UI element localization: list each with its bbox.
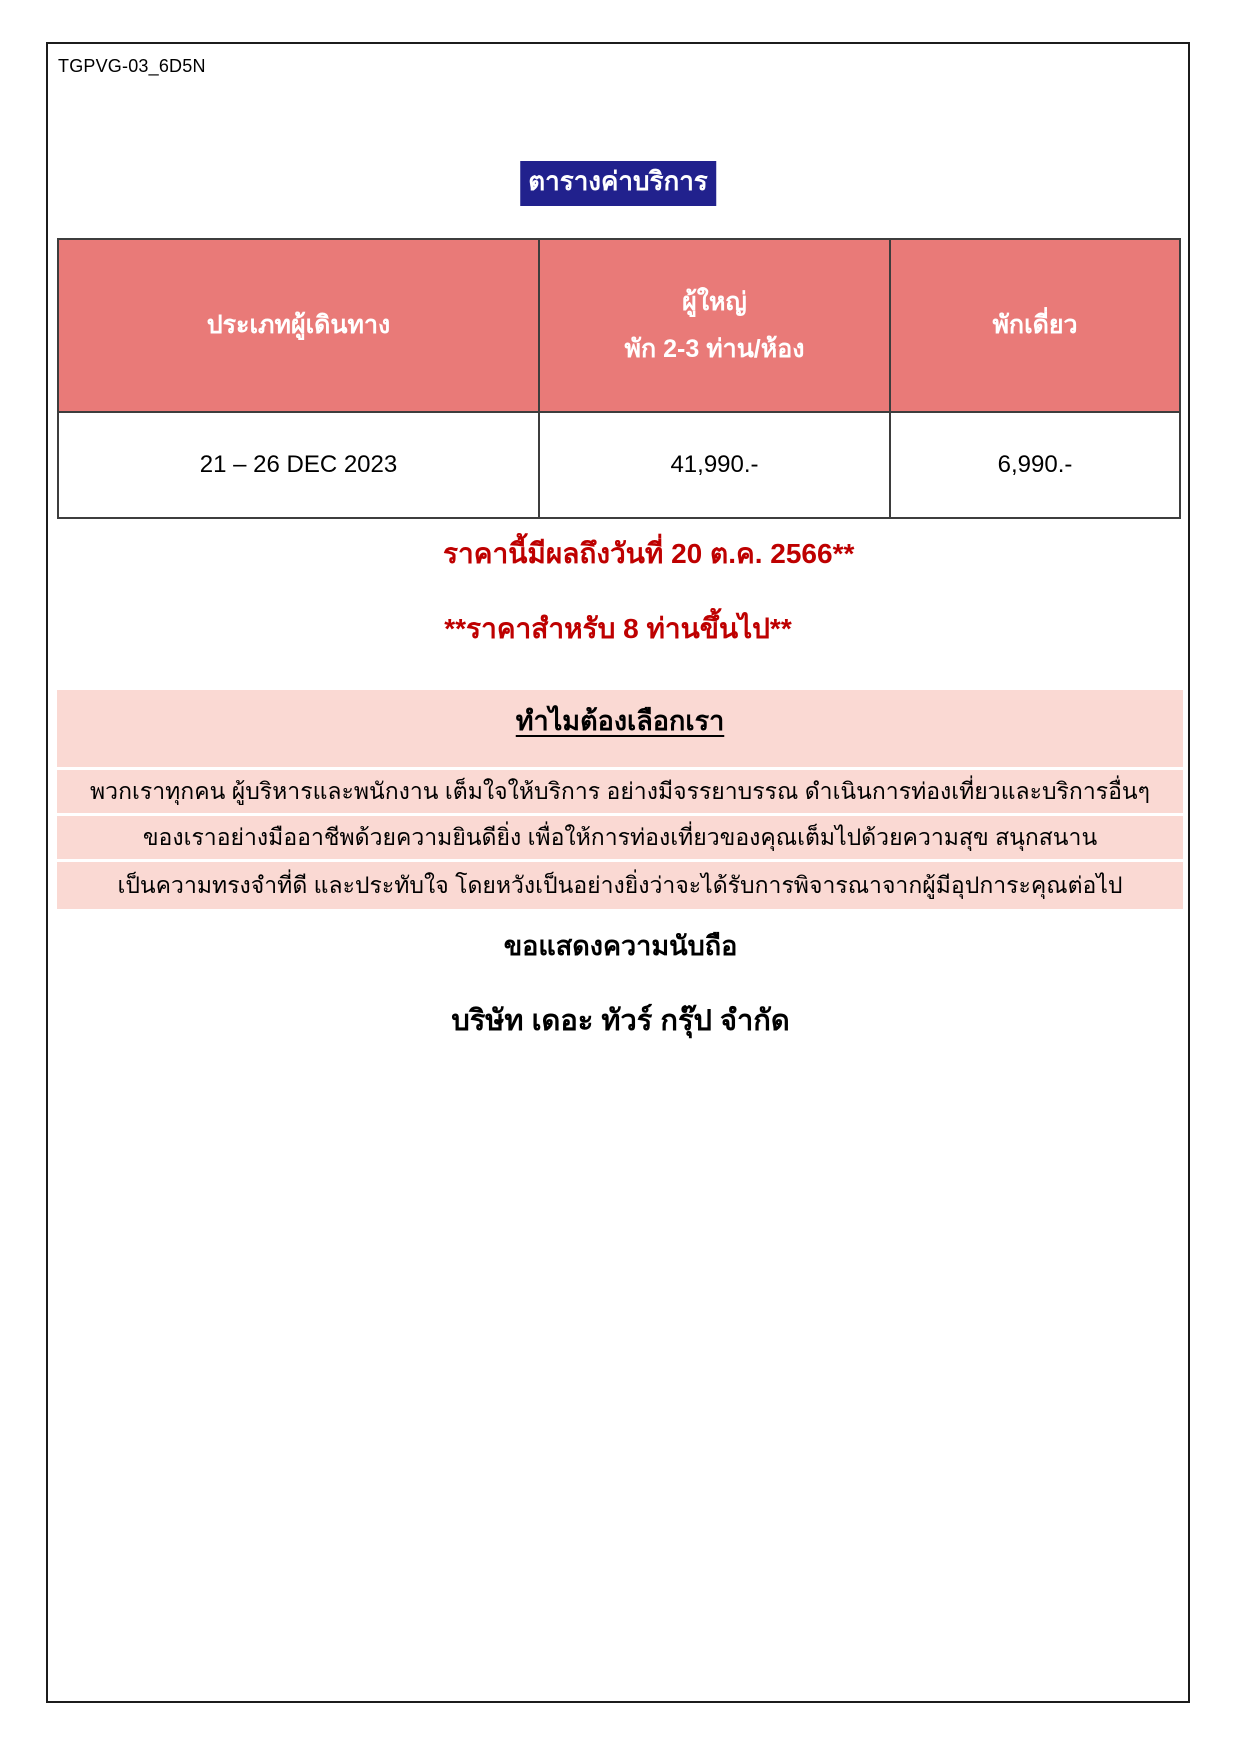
cell-adult-price: 41,990.-	[539, 412, 890, 518]
header-traveler-type: ประเภทผู้เดินทาง	[58, 239, 539, 412]
why-choose-us-line-2: ของเราอย่างมืออาชีพด้วยความยินดียิ่ง เพื่อให้การท่องเที่ยวของคุณเต็มไปด้วยความสุข สนุกสนาน	[57, 816, 1183, 859]
price-table-header-row	[58, 239, 1180, 412]
why-choose-us-line-3: เป็นความทรงจำที่ดี และประทับใจ โดยหวังเป็นอย่างยิ่งว่าจะได้รับการพิจารณาจากผู้มีอุปการะคุณต่อไป	[57, 862, 1183, 909]
price-table-row	[58, 412, 1180, 518]
closing-regards: ขอแสดงความนับถือ	[503, 931, 738, 961]
price-table	[57, 238, 1181, 519]
header-adult-line1: ผู้ใหญ่	[682, 288, 747, 317]
why-choose-us-section	[57, 690, 1183, 909]
cell-period: 21 – 26 DEC 2023	[58, 412, 539, 518]
header-single: พักเดี่ยว	[890, 239, 1180, 412]
document-code: TGPVG-03_6D5N	[58, 56, 206, 76]
company-name: บริษัท เดอะ ทัวร์ กรุ๊ป จำกัด	[451, 1005, 790, 1037]
header-adult-line2: พัก 2-3 ท่าน/ห้อง	[624, 334, 805, 363]
header-adult	[539, 239, 890, 412]
minimum-group-note: **ราคาสำหรับ 8 ท่านขึ้นไป**	[444, 613, 792, 644]
cell-single-price: 6,990.-	[890, 412, 1180, 518]
why-choose-us-title: ทำไมต้องเลือกเรา	[57, 690, 1183, 767]
price-validity-note: ราคานี้มีผลถึงวันที่ 20 ต.ค. 2566**	[443, 538, 855, 569]
service-table-badge: ตารางค่าบริการ	[520, 161, 716, 206]
why-choose-us-line-1: พวกเราทุกคน ผู้บริหารและพนักงาน เต็มใจให้บริการ อย่างมีจรรยาบรรณ ดำเนินการท่องเที่ยวและบริการอื่นๆ	[57, 770, 1183, 813]
